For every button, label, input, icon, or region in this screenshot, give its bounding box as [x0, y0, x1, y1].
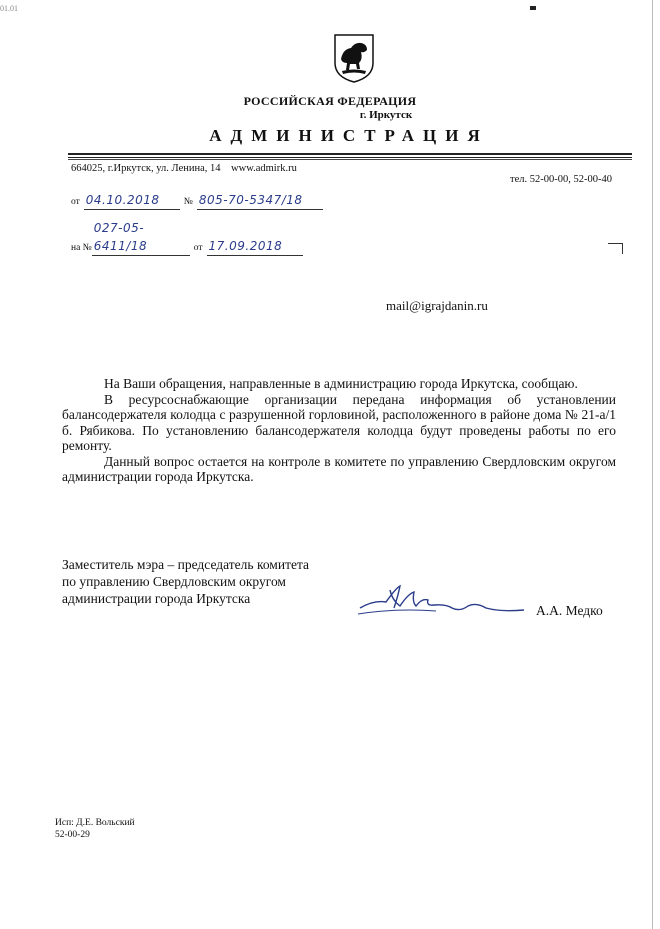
incoming-date: 17.09.2018: [208, 239, 283, 253]
position-line: Заместитель мэра – председатель комитета: [62, 557, 310, 572]
outgoing-number-field: [197, 191, 323, 210]
handwritten-signature: [356, 578, 526, 622]
incoming-number: 027-05-6411/18: [93, 221, 148, 253]
incoming-date-field: [207, 237, 303, 256]
number-label: №: [183, 197, 193, 207]
address-line: [71, 163, 297, 174]
header-divider-thin: [68, 157, 632, 158]
from-label: от: [71, 197, 80, 207]
body-paragraph: Данный вопрос остается на контроле в комитете по управлению Свердловским округом администрации города Иркутска.: [62, 453, 616, 484]
incoming-reference: [71, 219, 303, 256]
org-title: АДМИНИСТРАЦИЯ: [209, 126, 489, 145]
city-name: г. Иркутск: [359, 109, 413, 121]
executor-phone: 52-00-29: [55, 830, 90, 840]
website: www.admirk.ru: [231, 163, 297, 174]
in-date-label: от: [193, 243, 203, 253]
executor-name: Исп: Д.Е. Вольский: [55, 818, 135, 828]
scan-mark: [530, 6, 536, 10]
corner-stamp: 01.01: [0, 4, 18, 13]
letter-body: [62, 376, 616, 485]
outgoing-number: 805-70-5347/18: [198, 193, 303, 207]
address-corner-mark: [608, 243, 623, 254]
header-divider: [68, 153, 632, 155]
header-divider-thin: [68, 159, 632, 160]
body-paragraph: В ресурсоснабжающие организации передана информация об установлении балансодержателя колодца с разрушенной горловиной, расположенного в районе дома № 21-а/1 б. Рябикова. По установлению балансодержателя колодца будут проведены работы по его ремонту.: [62, 391, 616, 453]
outgoing-date-field: [84, 191, 180, 210]
position-line: администрации города Иркутска: [62, 591, 251, 606]
signatory-name: А.А. Медко: [536, 603, 603, 618]
country-name: РОССИЙСКАЯ ФЕДЕРАЦИЯ: [243, 94, 417, 108]
signatory-position: [62, 556, 309, 607]
irkutsk-coat-of-arms-icon: [333, 33, 375, 83]
executor-info: [55, 817, 135, 841]
incoming-number-field: [92, 219, 190, 256]
outgoing-reference: [71, 191, 323, 210]
position-line: по управлению Свердловским округом: [62, 574, 286, 589]
address: 664025, г.Иркутск, ул. Ленина, 14: [71, 163, 221, 174]
body-paragraph: На Ваши обращения, направленные в администрацию города Иркутска, сообщаю.: [104, 376, 578, 391]
outgoing-date: 04.10.2018: [85, 193, 160, 207]
in-reply-label: на №: [71, 243, 92, 253]
recipient-email: mail@igrajdanin.ru: [386, 298, 488, 313]
phone-numbers: тел. 52-00-00, 52-00-40: [510, 174, 612, 185]
